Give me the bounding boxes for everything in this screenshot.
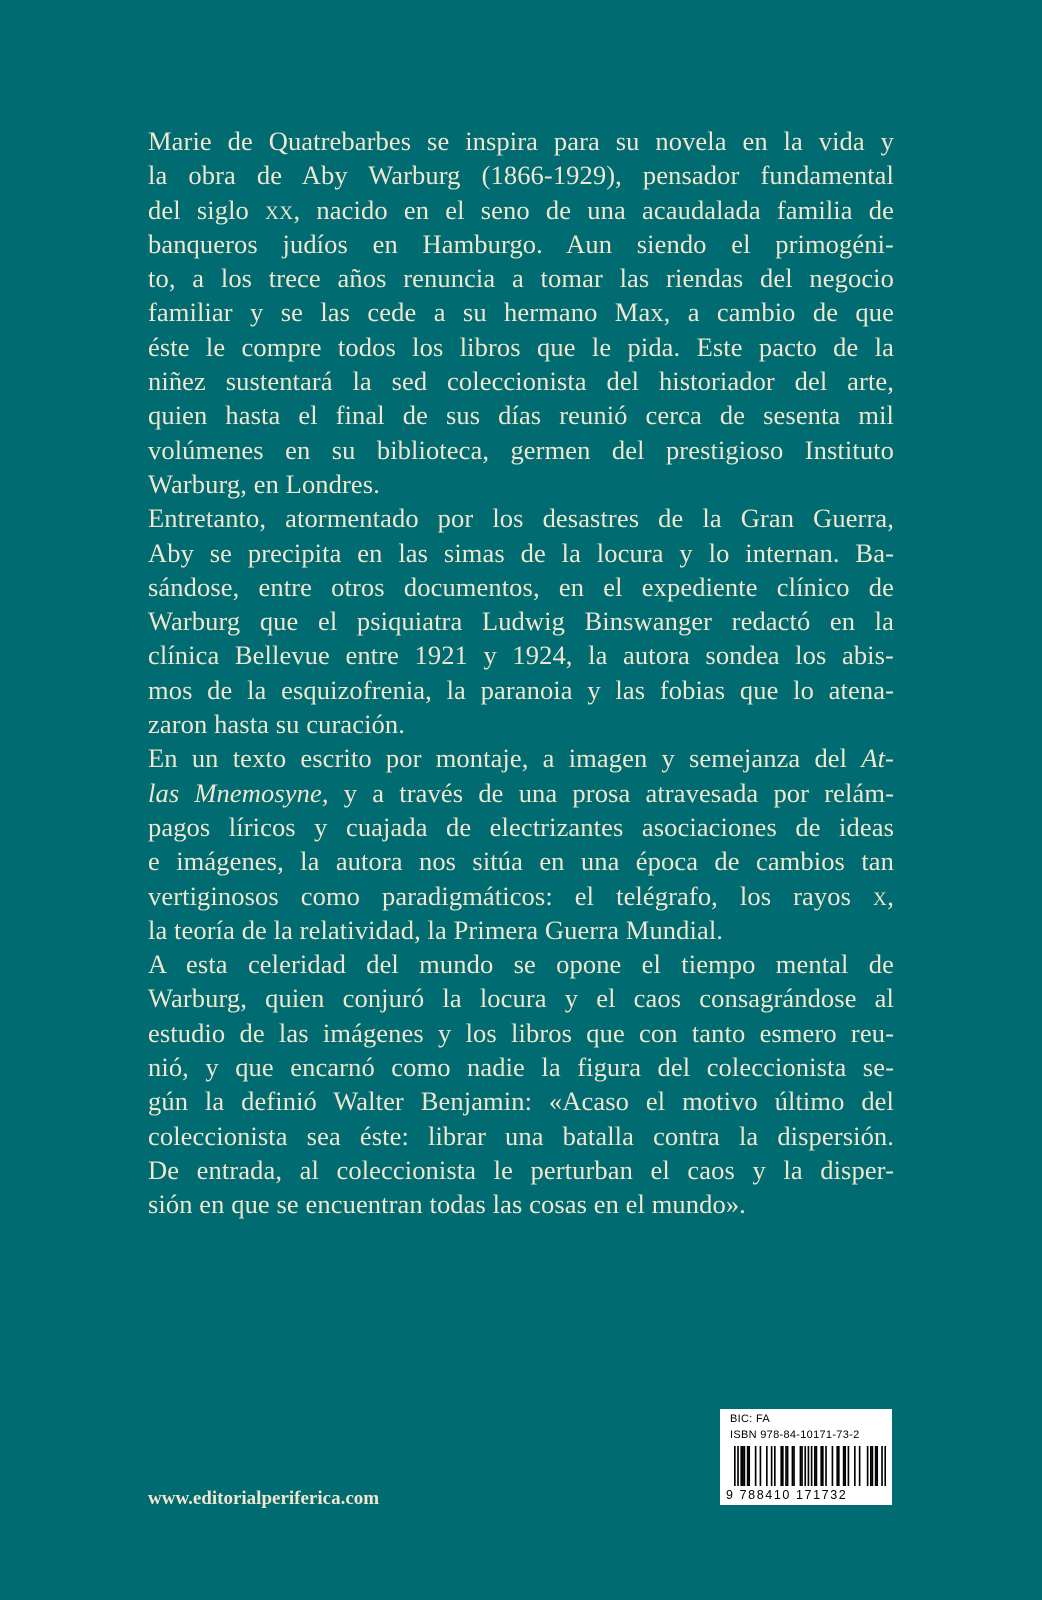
barcode-bar [774,1446,776,1486]
barcode-bar [875,1446,877,1486]
ean-barcode [734,1446,886,1486]
text-line: familiar y se las cede a su hermano Max, a cambio de que [148,297,894,328]
barcode-bar [800,1446,802,1486]
text-line: la obra de Aby Warburg (1866-1929), pensador fundamental [148,160,894,191]
text-line: banqueros judíos en Hamburgo. Aun siendo el primogéni- [148,228,894,259]
barcode-bar [854,1446,856,1486]
text-line: clínica Bellevue entre 1921 y 1924, la autora sondea los abis- [148,640,894,671]
barcode-bar [814,1446,816,1486]
text-run: En un texto escrito por montaje, a imagen y semejanza del [148,743,862,774]
text-line: to, a los trece años renuncia a tomar las riendas del negocio [148,263,894,294]
barcode-bar [785,1446,787,1486]
text-line: estudio de las imágenes y los libros que con tanto esmero reu- [148,1017,894,1048]
barcode-bar [884,1446,886,1486]
text-line: Marie de Quatrebarbes se inspira para su novela en la vida y [148,126,894,156]
text-line: volúmenes en su biblioteca, germen del prestigioso Instituto [148,434,894,465]
barcode-bar [782,1446,784,1486]
barcode-bar [811,1446,813,1486]
barcode-bar [793,1446,795,1486]
text-line: De entrada, al coleccionista le perturban el caos y la disper- [148,1154,894,1185]
barcode-bar [870,1446,872,1486]
text-line: zaron hasta su curación. [148,709,405,740]
barcode-bar [744,1446,746,1486]
barcode-bar [792,1446,794,1486]
barcode-bar [832,1446,834,1486]
text-line: éste le compre todos los libros que le pida. Este pacto de la [148,331,894,362]
barcode-bar [867,1446,869,1486]
text-line: pagos líricos y cuajada de electrizantes asociaciones de ideas [148,811,894,842]
barcode-bar [825,1446,827,1486]
barcode-bar [816,1446,818,1486]
barcode-label [720,1409,892,1505]
blurb-paragraph-1 [148,124,894,501]
text-line: gún la definió Walter Benjamin: «Acaso el motivo último del [148,1086,894,1117]
text-line: la teoría de la relatividad, la Primera Guerra Mundial. [148,914,724,945]
barcode-bar [838,1446,840,1486]
text-line: coleccionista sea éste: librar una batalla contra la dispersión. [148,1120,894,1151]
barcode-bar [843,1446,845,1486]
text-run: , y a través de una prosa atravesada por relám- [321,777,894,808]
barcode-bar [760,1446,762,1486]
barcode-bar [836,1446,838,1486]
text-line: vertiginosos como paradigmáticos: el telégrafo, los rayos x, [148,880,894,911]
text-line: sándose, entre otros documentos, en el expediente clínico de [148,571,894,602]
barcode-bar [737,1446,739,1486]
blurb-paragraph-4 [148,947,894,1221]
barcode-bar [747,1446,749,1486]
isbn-number: ISBN 978-84-10171-73-2 [730,1429,860,1441]
text-line: Warburg que el psiquiatra Ludwig Binswanger redactó en la [148,606,894,637]
barcode-bar [766,1446,768,1486]
ean-digits: 9 788410 171732 [726,1488,848,1502]
barcode-bar [844,1446,846,1486]
blurb-paragraph-2 [148,501,894,741]
barcode-bar [872,1446,874,1486]
book-title-italic: las Mnemosyne [148,777,322,808]
bic-code: BIC: FA [730,1413,770,1425]
barcode-bar [801,1446,803,1486]
barcode-bar [822,1446,824,1486]
barcode-bar [808,1446,810,1486]
text-line: niñez sustentará la sed coleccionista del historiador del arte, [148,366,894,397]
barcode-bar [780,1446,782,1486]
text-line: mos de la esquizofrenia, la paranoia y las fobias que lo atena- [148,674,894,705]
barcode-bar [848,1446,850,1486]
text-line: sión en que se encuentran todas las cosas en el mundo». [148,1189,746,1220]
text-line: A esta celeridad del mundo se opone el tiempo mental de [148,949,894,980]
barcode-bar [734,1446,736,1486]
barcode-bar [740,1446,742,1486]
barcode-bar [820,1446,822,1486]
barcode-bar [804,1446,806,1486]
text-line: Entretanto, atormentado por los desastres de la Gran Guerra, [148,503,894,534]
barcode-bar [742,1446,744,1486]
text-line [148,741,894,775]
text-line: Aby se precipita en las simas de la locura y lo internan. Ba- [148,537,894,568]
barcode-bar [771,1446,773,1486]
barcode-bar [859,1446,861,1486]
text-line: Warburg, en Londres. [148,468,380,499]
text-line: del siglo xx, nacido en el seno de una acaudalada familia de [148,194,895,225]
text-line: quien hasta el final de sus días reunió cerca de sesenta mil [148,400,894,431]
book-title-italic: At- [861,743,894,774]
barcode-bar [787,1446,789,1486]
barcode-bar [748,1446,750,1486]
barcode-bar [755,1446,757,1486]
back-cover-blurb [148,124,894,1222]
text-line: Warburg, quien conjuró la locura y el caos consagrándose al [148,983,894,1014]
publisher-website[interactable]: www.editorialperiferica.com [148,1488,380,1509]
blurb-paragraph-3 [148,741,894,947]
text-line: e imágenes, la autora nos sitúa en una época de cambios tan [148,846,894,877]
text-line [148,776,894,810]
text-line: nió, y que encarnó como nadie la figura del coleccionista se- [148,1052,894,1083]
barcode-bar [881,1446,883,1486]
barcode-bar [876,1446,878,1486]
